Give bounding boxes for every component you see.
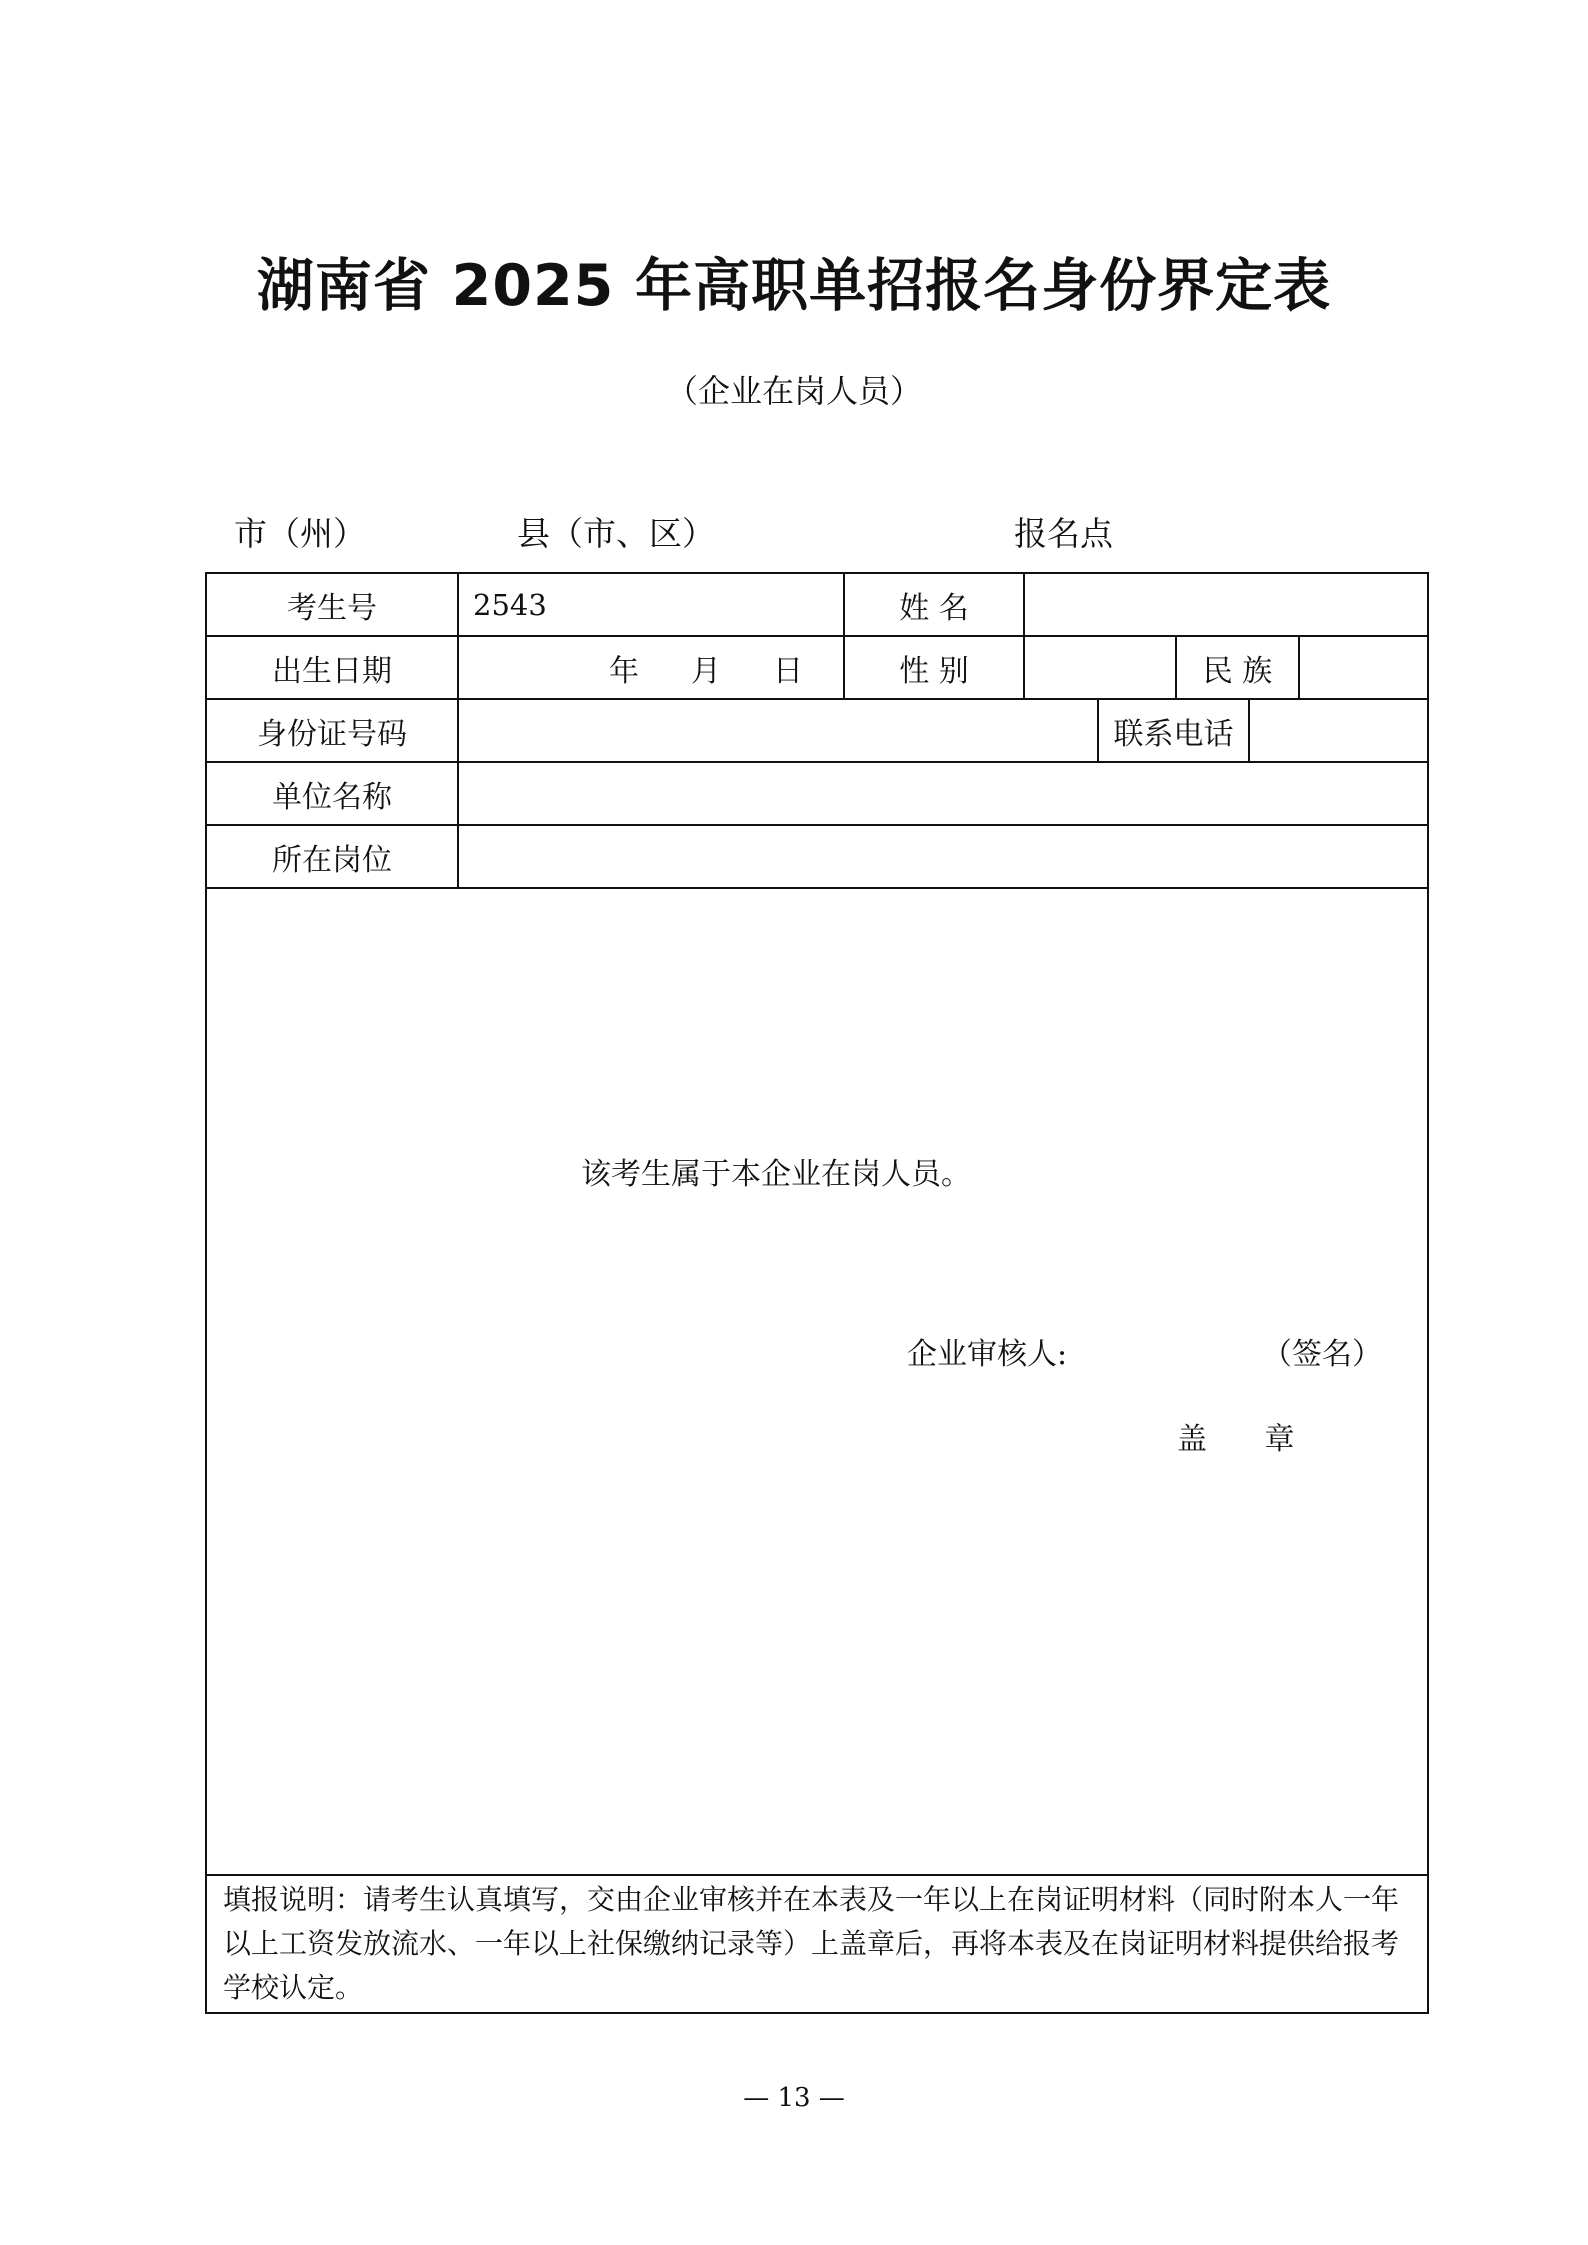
row-id-number <box>206 699 1428 762</box>
id-number-label: 身份证号码 <box>206 699 458 762</box>
identity-form-table <box>205 572 1429 2014</box>
name-field[interactable] <box>1024 573 1428 636</box>
reviewer-label: 企业审核人: <box>907 1337 1068 1372</box>
signature-note: （签名） <box>1262 1337 1382 1372</box>
county-label: 县（市、区） <box>517 514 715 553</box>
city-label: 市（州） <box>234 514 366 553</box>
name-label: 姓 名 <box>844 573 1024 636</box>
ethnicity-field[interactable] <box>1299 636 1428 699</box>
employment-statement: 该考生属于本企业在岗人员。 <box>581 1157 971 1192</box>
company-name-label: 单位名称 <box>206 762 458 825</box>
position-label: 所在岗位 <box>206 825 458 888</box>
row-birth-date <box>206 636 1428 699</box>
birth-year-unit: 年 <box>609 653 639 689</box>
page-number: — 13 — <box>743 2083 845 2113</box>
row-certification <box>206 888 1428 1875</box>
phone-label: 联系电话 <box>1098 699 1249 762</box>
birth-date-field[interactable] <box>458 636 844 699</box>
gender-label: 性 别 <box>844 636 1024 699</box>
id-number-field[interactable] <box>458 699 1098 762</box>
filling-instructions: 填报说明：请考生认真填写，交由企业审核并在本表及一年以上在岗证明材料（同时附本人一年以上工资发放流水、一年以上社保缴纳记录等）上盖章后，再将本表及在岗证明材料提供给报考学校认定。 <box>206 1875 1428 2013</box>
ethnicity-label: 民 族 <box>1176 636 1299 699</box>
gender-field[interactable] <box>1024 636 1176 699</box>
row-company <box>206 762 1428 825</box>
birth-day-unit: 日 <box>773 653 803 689</box>
row-position <box>206 825 1428 888</box>
company-name-field[interactable] <box>458 762 1428 825</box>
birth-month-unit: 月 <box>691 653 721 689</box>
document-subtitle: （企业在岗人员） <box>665 372 922 410</box>
row-instructions <box>206 1875 1428 2013</box>
row-exam-number <box>206 573 1428 636</box>
document-title: 湖南省 2025 年高职单招报名身份界定表 <box>256 253 1332 319</box>
phone-field[interactable] <box>1249 699 1428 762</box>
seal-label: 盖 章 <box>1177 1422 1319 1457</box>
certification-area <box>206 888 1428 1875</box>
birth-date-label: 出生日期 <box>206 636 458 699</box>
exam-number-field[interactable]: 2543 <box>458 573 844 636</box>
exam-number-label: 考生号 <box>206 573 458 636</box>
position-field[interactable] <box>458 825 1428 888</box>
registration-point-label: 报名点 <box>1014 514 1113 553</box>
